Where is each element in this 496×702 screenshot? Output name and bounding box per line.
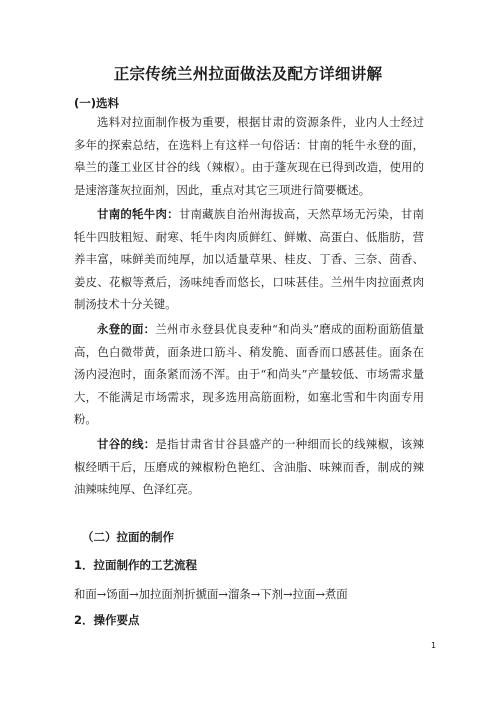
item-lead: 永登的面： bbox=[97, 322, 156, 336]
page-number: 1 bbox=[431, 641, 437, 650]
item-text: 是指甘肃省甘谷县盛产的一种细而长的线辣椒，该辣椒经晒干后，压磨成的辣椒粉色艳红、含油脂、味辣而香，制成的辣油辣味纯厚、色泽红亮。 bbox=[74, 437, 424, 497]
section-heading-selection: (一)选料 bbox=[74, 96, 120, 110]
subheading-key-points: 2．操作要点 bbox=[74, 613, 140, 627]
process-flow: 和面→饧面→加拉面剂折搋面→溜条→下剂→拉面→煮面 bbox=[74, 587, 348, 601]
item-paragraph-yak bbox=[74, 203, 424, 316]
item-paragraph-flour bbox=[74, 318, 424, 431]
item-lead: 甘南的牦牛肉： bbox=[97, 207, 179, 221]
subheading-process: 1．拉面制作的工艺流程 bbox=[74, 558, 198, 572]
item-paragraph-chili bbox=[74, 433, 424, 501]
item-text: 甘南藏族自治州海拔高，天然草场无污染，甘南牦牛四肢粗短、耐寒、牦牛肉肉质鲜红、鲜嫩、高蛋白、低脂肪，营养丰富，味鲜美而纯厚，加以适量草果、桂皮、丁香、三奈、茴香、姜皮、花椒等煮后，汤味纯香而悠长，口味甚佳。兰州牛肉拉面煮肉制汤技术十分关键。 bbox=[74, 207, 424, 312]
section-heading-making: （二）拉面的制作 bbox=[82, 530, 174, 544]
intro-paragraph: 选料对拉面制作极为重要，根据甘肃的资源条件，业内人士经过多年的探索总结，在选料上有这样一句俗话：甘南的牦牛永登的面，皋兰的蓬工业区甘谷的线（辣椒）。由于蓬灰现在已得到改造，使用的是速溶蓬灰拉面剂，因此，重点对其它三项进行简要概述。 bbox=[74, 115, 424, 197]
item-lead: 甘谷的线： bbox=[97, 437, 156, 451]
item-text: 兰州市永登县优良麦种“和尚头”磨成的面粉面筋值量高，色白微带黄，面条进口筋斗、稍发脆、面香而口感甚佳。面条在汤内浸泡时，面条紧而汤不浑。由于“和尚头”产量较低、市场需求量大，不能满足市场需求，现多选用高筋面粉，如塞北雪和牛肉面专用粉。 bbox=[74, 322, 424, 427]
page-title: 正宗传统兰州拉面做法及配方详细讲解 bbox=[113, 65, 383, 83]
